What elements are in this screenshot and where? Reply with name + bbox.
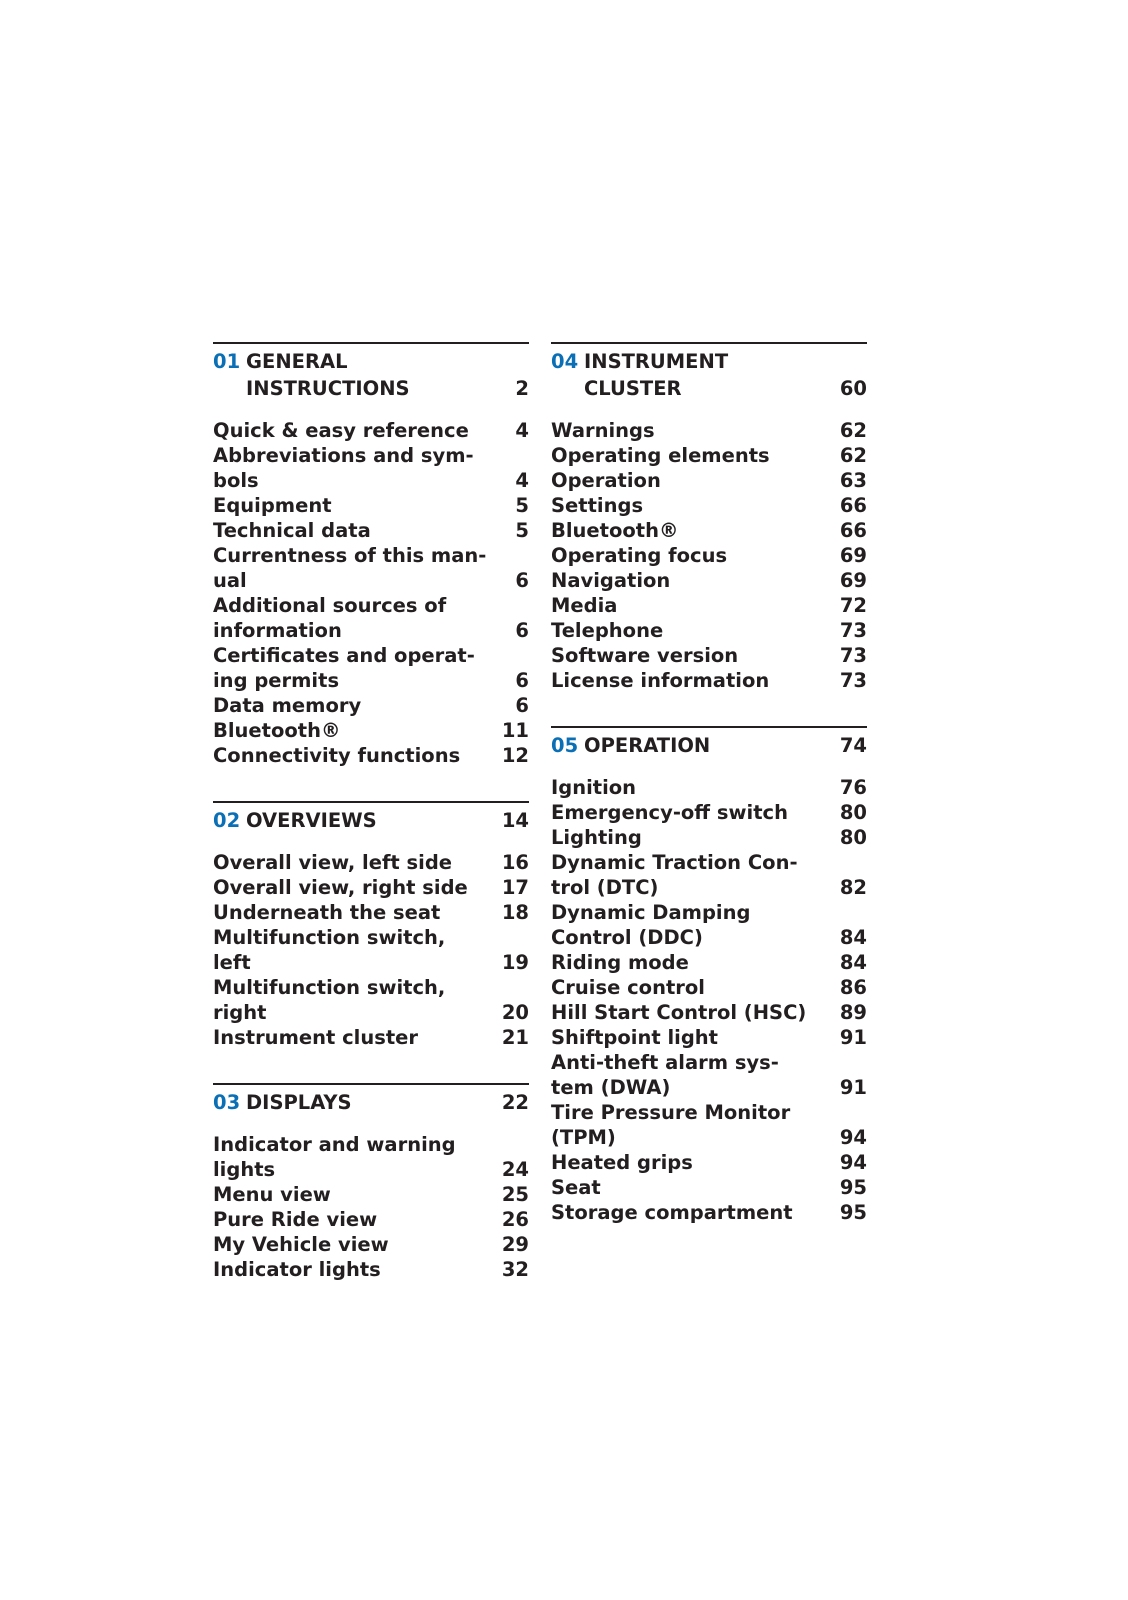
entry-page-number: 73 xyxy=(839,669,867,692)
entry-title: Overall view, left side xyxy=(213,851,453,874)
toc-chapter xyxy=(551,342,867,693)
toc-entry[interactable] xyxy=(213,1257,529,1282)
entry-title: Hill Start Control (HSC) xyxy=(551,1001,807,1024)
entry-title: Certificates and operat- ing permits xyxy=(213,644,475,692)
toc-entry[interactable] xyxy=(551,1200,867,1225)
toc-entry[interactable] xyxy=(213,1132,529,1182)
toc-entry[interactable] xyxy=(213,1207,529,1232)
entry-title: Menu view xyxy=(213,1183,331,1206)
toc-chapter xyxy=(551,726,867,1225)
chapter-page-number: 14 xyxy=(501,809,529,832)
entry-title: Tire Pressure Monitor (TPM) xyxy=(551,1101,791,1149)
entry-page-number: 6 xyxy=(515,619,529,642)
toc-entry[interactable] xyxy=(213,443,529,493)
entry-title: Additional sources of information xyxy=(213,594,447,642)
toc-entry[interactable] xyxy=(551,1025,867,1050)
chapter-entries xyxy=(551,418,867,693)
toc-entry[interactable] xyxy=(551,1150,867,1175)
entry-title: My Vehicle view xyxy=(213,1233,389,1256)
entry-title: Warnings xyxy=(551,419,655,442)
chapter-number: 01 xyxy=(213,350,241,373)
entry-page-number: 69 xyxy=(839,544,867,567)
entry-title: Connectivity functions xyxy=(213,744,461,767)
entry-page-number: 62 xyxy=(839,444,867,467)
chapter-title: DISPLAYS xyxy=(246,1091,352,1114)
chapter-entries xyxy=(213,850,529,1050)
entry-page-number: 62 xyxy=(839,419,867,442)
entry-page-number: 63 xyxy=(839,469,867,492)
entry-title: Software version xyxy=(551,644,739,667)
entry-page-number: 18 xyxy=(501,901,529,924)
toc-entry[interactable] xyxy=(213,743,529,768)
toc-entry[interactable] xyxy=(551,618,867,643)
entry-page-number: 4 xyxy=(515,419,529,442)
entry-page-number: 21 xyxy=(501,1026,529,1049)
toc-chapter xyxy=(213,1083,529,1282)
toc-entry[interactable] xyxy=(551,568,867,593)
entry-title: Storage compartment xyxy=(551,1201,793,1224)
entry-title: Instrument cluster xyxy=(213,1026,418,1049)
toc-entry[interactable] xyxy=(551,1050,867,1100)
entry-page-number: 17 xyxy=(501,876,529,899)
entry-title: Dynamic Damping Control (DDC) xyxy=(551,901,751,949)
toc-column-right xyxy=(551,342,867,1225)
entry-page-number: 89 xyxy=(839,1001,867,1024)
chapter-page-number: 22 xyxy=(501,1091,529,1114)
entry-page-number: 26 xyxy=(501,1208,529,1231)
toc-chapter xyxy=(213,342,529,768)
chapter-heading[interactable] xyxy=(551,348,867,402)
entry-page-number: 91 xyxy=(839,1026,867,1049)
entry-page-number: 80 xyxy=(839,826,867,849)
toc-entry[interactable] xyxy=(213,1232,529,1257)
entry-title: Telephone xyxy=(551,619,664,642)
toc-entry[interactable] xyxy=(213,593,529,643)
toc-entry[interactable] xyxy=(213,1182,529,1207)
toc-column-left xyxy=(213,342,529,1282)
entry-title: Operating elements xyxy=(551,444,770,467)
entry-page-number: 84 xyxy=(839,951,867,974)
entry-title: Shiftpoint light xyxy=(551,1026,718,1049)
toc-entry[interactable] xyxy=(551,443,867,468)
entry-title: Bluetooth® xyxy=(551,519,679,542)
entry-page-number: 95 xyxy=(839,1176,867,1199)
entry-page-number: 95 xyxy=(839,1201,867,1224)
entry-page-number: 6 xyxy=(515,569,529,592)
toc-entry[interactable] xyxy=(551,418,867,443)
chapter-title: GENERAL INSTRUCTIONS xyxy=(246,350,410,400)
chapter-entries xyxy=(213,1132,529,1282)
toc-entry[interactable] xyxy=(551,950,867,975)
entry-page-number: 94 xyxy=(839,1151,867,1174)
entry-page-number: 73 xyxy=(839,619,867,642)
entry-page-number: 94 xyxy=(839,1126,867,1149)
entry-title: Technical data xyxy=(213,519,371,542)
chapter-heading[interactable] xyxy=(213,807,529,834)
entry-page-number: 12 xyxy=(501,744,529,767)
chapter-title: INSTRUMENT CLUSTER xyxy=(584,350,729,400)
chapter-heading[interactable] xyxy=(213,348,529,402)
entry-page-number: 84 xyxy=(839,926,867,949)
entry-title: Indicator and warning lights xyxy=(213,1133,456,1181)
entry-title: Bluetooth® xyxy=(213,719,341,742)
entry-title: Pure Ride view xyxy=(213,1208,378,1231)
toc-entry[interactable] xyxy=(213,693,529,718)
chapter-entries xyxy=(551,775,867,1225)
toc-entry[interactable] xyxy=(213,418,529,443)
toc-entry[interactable] xyxy=(213,543,529,593)
toc-entry[interactable] xyxy=(213,900,529,925)
entry-title: Dynamic Traction Con- trol (DTC) xyxy=(551,851,798,899)
entry-page-number: 5 xyxy=(515,519,529,542)
toc-entry[interactable] xyxy=(551,850,867,900)
chapter-title: OPERATION xyxy=(584,734,711,757)
entry-page-number: 91 xyxy=(839,1076,867,1099)
entry-page-number: 66 xyxy=(839,494,867,517)
entry-title: Riding mode xyxy=(551,951,689,974)
toc-entry[interactable] xyxy=(551,468,867,493)
toc-entry[interactable] xyxy=(551,825,867,850)
entry-page-number: 6 xyxy=(515,694,529,717)
toc-entry[interactable] xyxy=(551,1000,867,1025)
toc-entry[interactable] xyxy=(551,800,867,825)
entry-page-number: 6 xyxy=(515,669,529,692)
toc-chapter xyxy=(213,801,529,1050)
entry-title: Operation xyxy=(551,469,661,492)
entry-page-number: 72 xyxy=(839,594,867,617)
entry-title: Multifunction switch, left xyxy=(213,926,446,974)
entry-title: Indicator lights xyxy=(213,1258,381,1281)
toc-entry[interactable] xyxy=(551,1100,867,1150)
toc-entry[interactable] xyxy=(551,975,867,1000)
chapter-number: 05 xyxy=(551,734,579,757)
entry-title: Currentness of this man- ual xyxy=(213,544,487,592)
chapter-number: 03 xyxy=(213,1091,241,1114)
toc-entry[interactable] xyxy=(213,493,529,518)
entry-title: Data memory xyxy=(213,694,362,717)
toc-entry[interactable] xyxy=(213,718,529,743)
entry-page-number: 5 xyxy=(515,494,529,517)
entry-title: Navigation xyxy=(551,569,671,592)
entry-page-number: 82 xyxy=(839,876,867,899)
chapter-page-number: 2 xyxy=(515,377,529,400)
entry-page-number: 16 xyxy=(501,851,529,874)
entry-page-number: 73 xyxy=(839,644,867,667)
entry-page-number: 24 xyxy=(501,1158,529,1181)
entry-page-number: 19 xyxy=(501,951,529,974)
toc-entry[interactable] xyxy=(213,925,529,975)
chapter-heading[interactable] xyxy=(551,732,867,759)
chapter-number: 04 xyxy=(551,350,579,373)
entry-title: Settings xyxy=(551,494,644,517)
toc-entry[interactable] xyxy=(551,1175,867,1200)
entry-page-number: 11 xyxy=(501,719,529,742)
entry-title: Ignition xyxy=(551,776,637,799)
toc-entry[interactable] xyxy=(551,643,867,668)
entry-page-number: 4 xyxy=(515,469,529,492)
toc-entry[interactable] xyxy=(213,850,529,875)
entry-title: Overall view, right side xyxy=(213,876,468,899)
entry-title: Abbreviations and sym- bols xyxy=(213,444,474,492)
toc-entry[interactable] xyxy=(213,518,529,543)
entry-title: Heated grips xyxy=(551,1151,693,1174)
toc-entry[interactable] xyxy=(551,775,867,800)
entry-title: Quick & easy reference xyxy=(213,419,469,442)
toc-entry[interactable] xyxy=(551,593,867,618)
entry-page-number: 69 xyxy=(839,569,867,592)
entry-title: Emergency-off switch xyxy=(551,801,788,824)
entry-page-number: 20 xyxy=(501,1001,529,1024)
toc-entry[interactable] xyxy=(213,643,529,693)
entry-page-number: 66 xyxy=(839,519,867,542)
toc-entry[interactable] xyxy=(551,493,867,518)
chapter-entries xyxy=(213,418,529,768)
entry-title: Media xyxy=(551,594,618,617)
entry-title: Equipment xyxy=(213,494,332,517)
entry-page-number: 76 xyxy=(839,776,867,799)
entry-title: Underneath the seat xyxy=(213,901,441,924)
entry-title: Lighting xyxy=(551,826,642,849)
chapter-page-number: 74 xyxy=(839,734,867,757)
chapter-title: OVERVIEWS xyxy=(246,809,377,832)
entry-title: Anti-theft alarm sys- tem (DWA) xyxy=(551,1051,779,1099)
entry-title: Seat xyxy=(551,1176,601,1199)
toc-entry[interactable] xyxy=(551,900,867,950)
entry-page-number: 86 xyxy=(839,976,867,999)
chapter-number: 02 xyxy=(213,809,241,832)
entry-title: License information xyxy=(551,669,770,692)
chapter-page-number: 60 xyxy=(839,377,867,400)
entry-page-number: 32 xyxy=(501,1258,529,1281)
toc-entry[interactable] xyxy=(551,668,867,693)
toc-entry[interactable] xyxy=(551,518,867,543)
entry-page-number: 80 xyxy=(839,801,867,824)
entry-title: Cruise control xyxy=(551,976,705,999)
toc-entry[interactable] xyxy=(213,1025,529,1050)
entry-title: Multifunction switch, right xyxy=(213,976,446,1024)
chapter-heading[interactable] xyxy=(213,1089,529,1116)
toc-entry[interactable] xyxy=(213,975,529,1025)
entry-page-number: 29 xyxy=(501,1233,529,1256)
toc-entry[interactable] xyxy=(551,543,867,568)
toc-entry[interactable] xyxy=(213,875,529,900)
entry-title: Operating focus xyxy=(551,544,728,567)
entry-page-number: 25 xyxy=(501,1183,529,1206)
